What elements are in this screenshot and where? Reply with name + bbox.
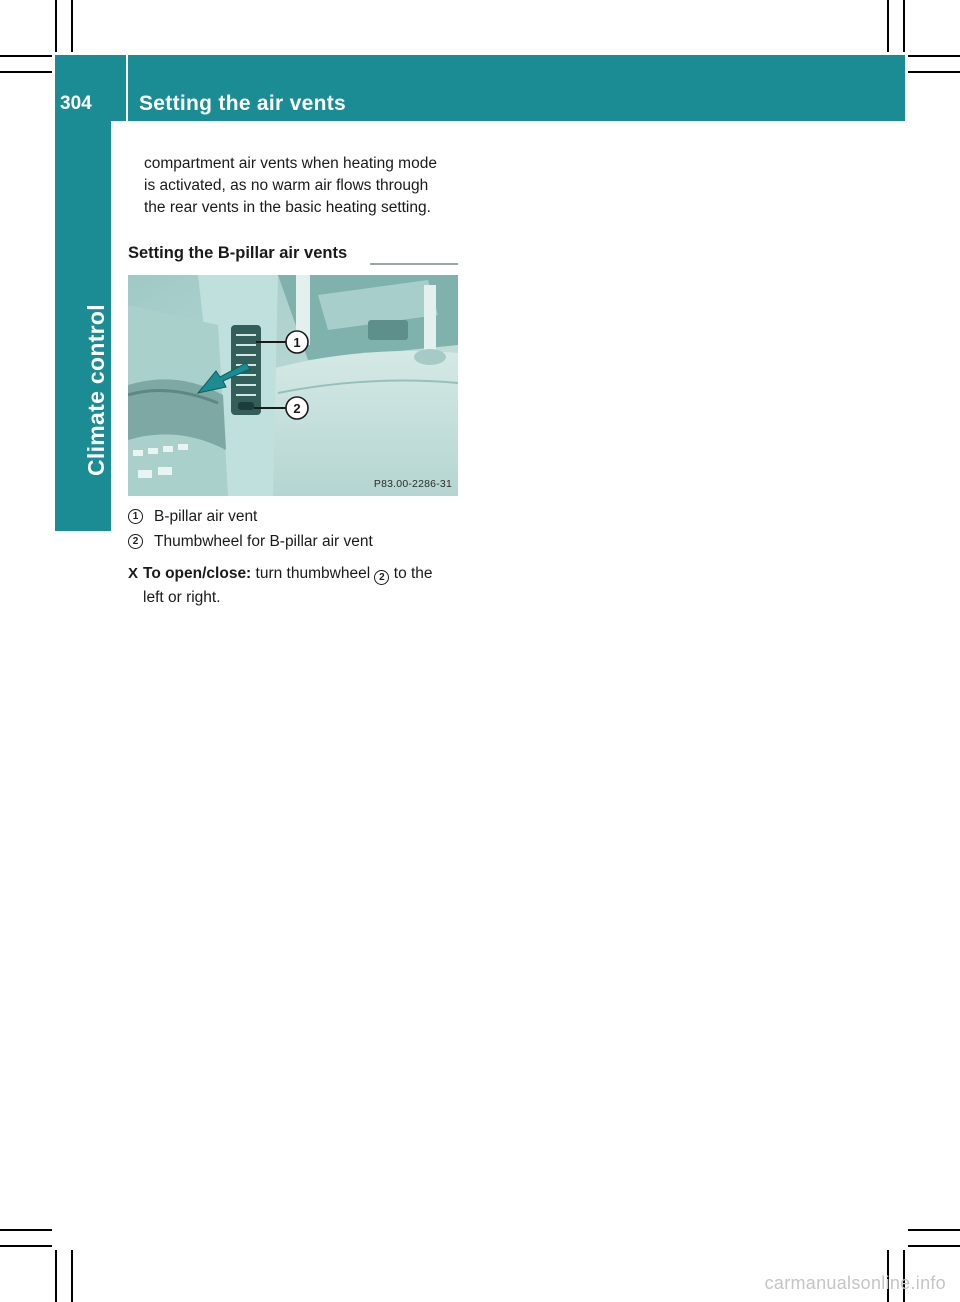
legend-marker: 2	[128, 534, 143, 549]
callout-1-label: 1	[293, 335, 301, 350]
crop-mark	[887, 0, 889, 52]
action-marker: X	[128, 565, 139, 582]
callout-2-label: 2	[293, 401, 301, 416]
chapter-tab-label: Climate control	[83, 304, 109, 476]
crop-mark	[908, 1229, 960, 1231]
section-heading: Setting the B-pillar air vents	[128, 244, 348, 262]
legend-item	[128, 531, 458, 553]
crop-mark	[0, 71, 52, 73]
crop-mark	[0, 1229, 52, 1231]
action-line-2: left or right.	[143, 589, 221, 606]
watermark: carmanualsonline.info	[764, 1273, 946, 1293]
heading-rule	[370, 263, 458, 265]
page-title: Setting the air vents	[139, 92, 347, 115]
intro-line: compartment air vents when heating mode	[144, 155, 437, 172]
crop-mark	[0, 55, 52, 57]
action-text-after: to the	[389, 565, 433, 582]
action-text: turn thumbwheel	[251, 565, 375, 582]
action-line	[143, 562, 433, 586]
figure-b-pillar-vent	[128, 275, 458, 496]
figure-illustration	[128, 275, 458, 496]
crop-mark	[71, 0, 73, 52]
intro-line: the rear vents in the basic heating setting.	[144, 199, 431, 216]
action-label: To open/close:	[143, 565, 252, 582]
legend-text: B-pillar air vent	[154, 508, 258, 525]
callout-1	[286, 331, 308, 353]
crop-mark	[71, 1250, 73, 1302]
crop-mark	[55, 0, 57, 52]
intro-paragraph	[144, 153, 464, 219]
intro-line: is activated, as no warm air flows through	[144, 177, 429, 194]
legend-text: Thumbwheel for B-pillar air vent	[154, 533, 373, 550]
legend-marker: 1	[128, 509, 143, 524]
action-ref-marker: 2	[374, 570, 389, 585]
figure-code: P83.00-2286-31	[373, 478, 452, 490]
crop-mark	[908, 71, 960, 73]
page-number: 304	[60, 93, 92, 114]
header-divider	[126, 55, 128, 121]
crop-mark	[908, 55, 960, 57]
callout-2	[286, 397, 308, 419]
crop-mark	[908, 1245, 960, 1247]
crop-mark	[903, 0, 905, 52]
crop-mark	[0, 1245, 52, 1247]
legend-item	[128, 506, 458, 528]
crop-mark	[55, 1250, 57, 1302]
